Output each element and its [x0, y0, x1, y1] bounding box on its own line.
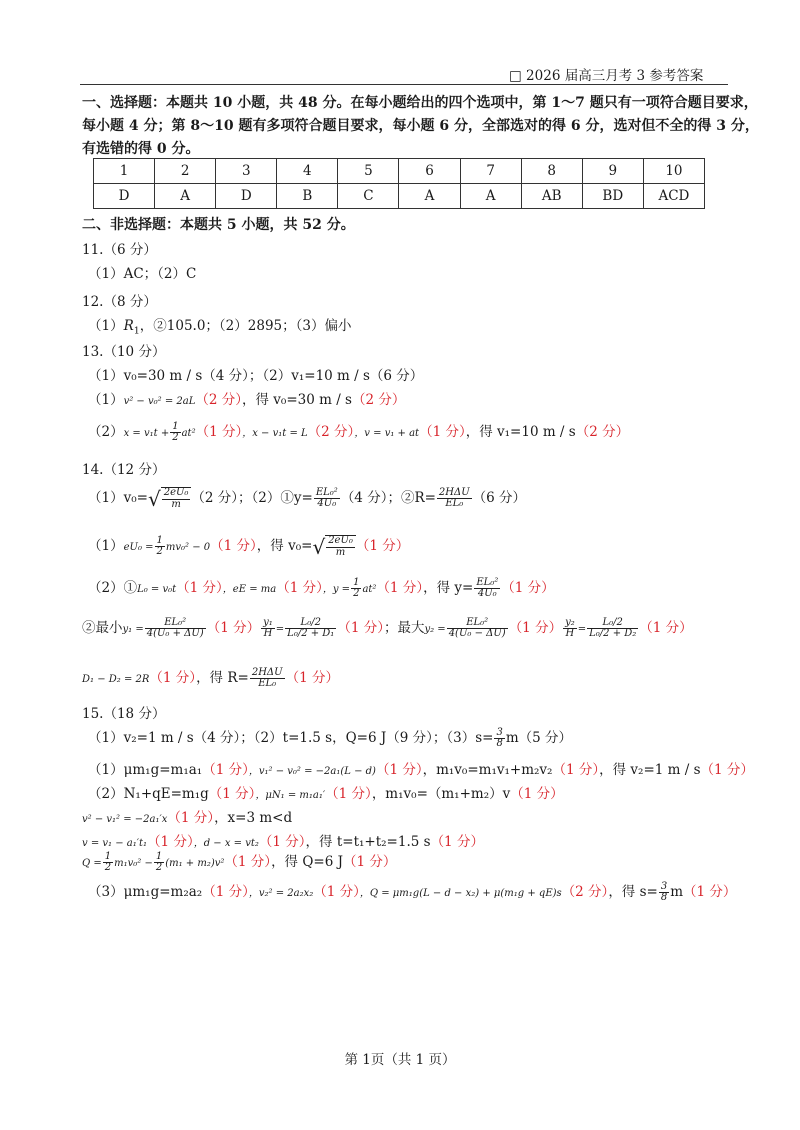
q15-l5-d: ，得 Q=6 J	[271, 854, 344, 870]
q14-a4-points1: （1 分）	[149, 670, 197, 686]
half-fraction: $\frac{1}{2}$	[104, 850, 112, 873]
q14-a1-label: （1）	[88, 538, 124, 554]
answer-cell: AB	[521, 184, 582, 209]
s-fraction: $\frac{3}{8}$	[660, 880, 668, 903]
q14-s-label: （1）v₀=	[88, 490, 148, 506]
q15-l1-points4: （1 分）	[700, 762, 754, 778]
q13-p1-label: （1）	[88, 392, 124, 408]
question-number: 6	[399, 159, 460, 184]
q13-part1	[88, 388, 405, 408]
r-fraction: $\frac{\text{2HΔU}}{\text{EL₀}}$	[438, 486, 470, 509]
q13-p2-eq1a: x = v₁t +	[123, 428, 170, 439]
q13-p2-points1: （1 分）	[195, 424, 243, 440]
q14-a1-points2: （1 分）	[355, 538, 410, 554]
q13-p1-eq: v² − v₀² = 2aL	[123, 396, 196, 407]
q14-a3-y1: y₁ =	[122, 624, 144, 635]
q13-p2-eq3: ，v = v₁ + at	[354, 428, 420, 439]
q15-l1-d: ，得 v₂=1 m / s	[599, 762, 701, 778]
q13-p2-eq1b: at²	[181, 428, 196, 439]
q14-a2-label: （2）①	[88, 580, 138, 596]
part1-title-line1: 一、选择题：本题共 10 小题，共 48 分。在每小题给出的四个选项中，第 1～7 题只有一项符合题目要求，	[82, 95, 758, 111]
ratio-fraction: $\frac{\text{y₂}}{H}$	[565, 616, 575, 639]
answer-cell: BD	[582, 184, 643, 209]
q14-a2-eq3a: ，y =	[322, 584, 351, 595]
part2-title: 二、非选择题：本题共 5 小题，共 52 分。	[82, 217, 355, 233]
answer-cell: D	[94, 184, 155, 209]
q15-l2-a: （2）N₁+qE=m₁g	[88, 786, 209, 802]
q15-l4-c: ，得 t=t₁+t₂=1.5 s	[305, 834, 431, 850]
q15-l4-a: v = v₁ − a₁′t₁	[82, 838, 148, 849]
q15-summary	[88, 726, 572, 750]
answer-cell: ACD	[643, 184, 704, 209]
q14-a2-points4: （1 分）	[501, 580, 555, 596]
q14-s-pts2: （4 分）；②R=	[340, 490, 436, 506]
q15-line4	[82, 830, 484, 850]
q14-s-pts3: （6 分）	[472, 490, 527, 506]
q15-l1-points1: （1 分）	[202, 762, 249, 778]
q14-part1	[88, 534, 409, 559]
q15-s-text: （1）v₂=1 m / s（4 分）；（2）t=1.5 s，Q=6 J（9 分）；（3）s=	[88, 730, 494, 746]
q12-resistor: R	[123, 318, 134, 334]
q13-p1-result: ，得 v₀=30 m / s	[242, 392, 352, 408]
half-fraction: $\frac{1}{2}$	[353, 576, 360, 599]
answer-table-number-row	[94, 159, 705, 184]
y1-fraction: $\frac{\text{EL₀²}}{\text{4(U₀ + ΔU)}}$	[146, 616, 204, 639]
s-fraction: $\frac{3}{8}$	[496, 726, 503, 749]
q14-a2-eq3b: at²	[362, 584, 377, 595]
q15-l6-points4: （1 分）	[683, 884, 737, 900]
q15-l6-a: （3）μm₁g=m₂a₂	[88, 884, 203, 900]
half-fraction: $\frac{1}{2}$	[156, 534, 163, 557]
q14-a2-points1: （1 分）	[176, 580, 223, 596]
page-header: □ 2026 届高三月考 3 参考答案	[509, 68, 704, 84]
q14-s-pts1: （2 分）；（2）①y=	[191, 490, 313, 506]
q14-a1-eq: eU₀ =	[123, 542, 154, 553]
q15-l3-b: ，x=3 m<d	[214, 810, 293, 826]
q15-l5-c: (m₁ + m₂)v²	[165, 858, 225, 869]
half-fraction: $\frac{1}{2}$	[155, 850, 163, 873]
q14-summary	[88, 486, 526, 511]
q15-l6-c: ，Q = μm₁g(L − d − x₂) + μ(m₁g + qE)s	[359, 888, 562, 899]
q13-p2-result: ，得 v₁=10 m / s	[465, 424, 576, 440]
equals-sign: =	[577, 624, 587, 635]
question-number: 5	[338, 159, 399, 184]
q14-a3-max: ；最大	[383, 620, 425, 636]
y-fraction: $\frac{\text{EL₀²}}{\text{4U₀}}$	[315, 486, 338, 509]
q15-l3-a: v² − v₁² = −2a₁′x	[82, 814, 168, 825]
q15-l4-points3: （1 分）	[430, 834, 484, 850]
y2-fraction: $\frac{\text{EL₀²}}{\text{4(U₀ − ΔU)}}$	[448, 616, 506, 639]
q15-l5-b: m₁v₀² −	[114, 858, 153, 869]
q14-a3-points1: （1 分）	[206, 620, 261, 636]
q13-summary: （1）v₀=30 m / s（4 分）；（2）v₁=10 m / s（6 分）	[88, 368, 424, 384]
question-number: 2	[155, 159, 216, 184]
q13-p2-points3: （1 分）	[419, 424, 466, 440]
answer-cell: D	[216, 184, 277, 209]
q14-a2-eq1: L₀ = v₀t	[137, 584, 177, 595]
q15-l1-b: ，v₁² − v₀² = −2a₁(L − d)	[248, 766, 376, 777]
q14-a1-result: ，得 v₀=	[256, 538, 313, 554]
q15-l5-points1: （1 分）	[224, 854, 272, 870]
q15-s-tail: m（5 分）	[505, 730, 573, 746]
q14-a1-points: （1 分）	[210, 538, 257, 554]
part1-title-line3: 有选错的得 0 分。	[82, 141, 200, 157]
q14-part4	[82, 666, 339, 690]
q13-p2-points4: （2 分）	[575, 424, 630, 440]
q15-l1-points3: （1 分）	[552, 762, 600, 778]
q14-a2-eq2: ，eE = ma	[222, 584, 277, 595]
q15-l6-points1: （1 分）	[202, 884, 249, 900]
ratio-fraction: $\frac{\text{y₁}}{H}$	[263, 616, 273, 639]
equals-sign: =	[275, 624, 285, 635]
complex-fraction: $\frac{\text{L₀/2}}{\text{L₀/2 + D₁}}$	[287, 616, 335, 639]
q15-line1	[88, 758, 754, 778]
q15-l6-points2: （1 分）	[313, 884, 360, 900]
q15-l4-points2: （1 分）	[258, 834, 306, 850]
q15-line5	[82, 850, 396, 874]
q13-part2	[88, 420, 629, 444]
q13-p2-points2: （2 分）	[307, 424, 355, 440]
question-number: 4	[277, 159, 338, 184]
q15-l6-e: m	[670, 884, 684, 900]
answer-cell: A	[460, 184, 521, 209]
question-number: 9	[582, 159, 643, 184]
q14-heading: 14.（12 分）	[82, 462, 166, 478]
answer-table-answer-row	[94, 184, 705, 209]
q12-answer	[88, 314, 351, 337]
q12-heading: 12.（8 分）	[82, 294, 157, 310]
q15-heading: 15.（18 分）	[82, 706, 166, 722]
q15-l2-points1: （1 分）	[208, 786, 256, 802]
q15-l5-a: Q =	[82, 858, 102, 869]
q11-heading: 11.（6 分）	[82, 242, 157, 258]
q15-l2-c: ，m₁v₀=（m₁+m₂）v	[371, 786, 511, 802]
part1-title-line2: 每小题 4 分；第 8～10 题有多项符合题目要求，每小题 6 分，全部选对的得 6 分，选对但不全的得 3 分，	[82, 118, 759, 134]
q14-part3	[82, 616, 693, 640]
q15-line6	[88, 880, 736, 904]
q12-label: （1）	[88, 318, 124, 334]
q12-resistor-sub: 1	[133, 325, 140, 337]
question-number: 1	[94, 159, 155, 184]
q14-a3-points3: （1 分）	[508, 620, 563, 636]
q15-l2-b: ，μN₁ = m₁a₁′	[255, 790, 326, 801]
q15-l4-points1: （1 分）	[147, 834, 194, 850]
half-fraction: $\frac{1}{2}$	[172, 420, 179, 443]
page-footer: 第 1页（共 1 页）	[344, 1052, 456, 1068]
question-number: 10	[643, 159, 704, 184]
q14-a3-label: ②最小	[82, 620, 123, 636]
q15-l4-b: ，d − x = vt₂	[193, 838, 259, 849]
q13-p1-points: （2 分）	[195, 392, 242, 408]
q14-a3-points2: （1 分）	[337, 620, 384, 636]
sqrt-expression: √ $\frac{\text{2eU₀}}{m}$	[312, 535, 355, 559]
complex-fraction: $\frac{\text{L₀/2}}{\text{L₀/2 + D₂}}$	[589, 616, 637, 639]
q15-l1-a: （1）μm₁g=m₁a₁	[88, 762, 203, 778]
question-number: 3	[216, 159, 277, 184]
q15-line3	[82, 806, 292, 826]
q14-a3-points4: （1 分）	[639, 620, 693, 636]
q15-l6-b: ，v₂² = 2a₂x₂	[248, 888, 314, 899]
q14-a1-eq2: mv₀² − 0	[165, 542, 211, 553]
q14-a2-points3: （1 分）	[376, 580, 424, 596]
q14-a3-y2: y₂ =	[424, 624, 446, 635]
q14-part2	[88, 576, 555, 600]
answer-cell: B	[277, 184, 338, 209]
q12-rest: ，②105.0；（2）2895；（3）偏小	[139, 318, 352, 334]
answer-table	[93, 158, 705, 209]
q15-l2-points3: （1 分）	[510, 786, 564, 802]
header-rule	[80, 84, 728, 85]
answer-cell: A	[155, 184, 216, 209]
q13-p1-points2: （2 分）	[351, 392, 406, 408]
q13-p2-label: （2）	[88, 424, 124, 440]
q15-line2	[88, 782, 564, 802]
q13-heading: 13.（10 分）	[82, 344, 166, 360]
q15-l1-points2: （1 分）	[375, 762, 423, 778]
y-fraction: $\frac{\text{EL₀²}}{\text{4U₀}}$	[476, 576, 499, 599]
q15-l6-points3: （2 分）	[561, 884, 609, 900]
q15-l6-d: ，得 s=	[608, 884, 658, 900]
q14-a2-result: ，得 y=	[423, 580, 474, 596]
q15-l2-points2: （1 分）	[325, 786, 372, 802]
q14-a4-points2: （1 分）	[285, 670, 339, 686]
q11-answer: （1）AC；（2）C	[88, 266, 197, 282]
answer-cell: C	[338, 184, 399, 209]
q15-l3-points1: （1 分）	[167, 810, 215, 826]
q14-a2-points2: （1 分）	[276, 580, 323, 596]
q15-l1-c: ，m₁v₀=m₁v₁+m₂v₂	[422, 762, 553, 778]
answer-cell: A	[399, 184, 460, 209]
q15-l5-points2: （1 分）	[343, 854, 397, 870]
q14-a4-result: ，得 R=	[196, 670, 249, 686]
q13-p2-eq2: ，x − v₁t = L	[242, 428, 308, 439]
question-number: 8	[521, 159, 582, 184]
r-fraction: $\frac{\text{2HΔU}}{\text{EL₀}}$	[251, 666, 283, 689]
q14-a4-eq: D₁ − D₂ = 2R	[82, 674, 150, 685]
sqrt-expression: √ $\frac{\text{2eU₀}}{m}$	[148, 487, 191, 511]
question-number: 7	[460, 159, 521, 184]
